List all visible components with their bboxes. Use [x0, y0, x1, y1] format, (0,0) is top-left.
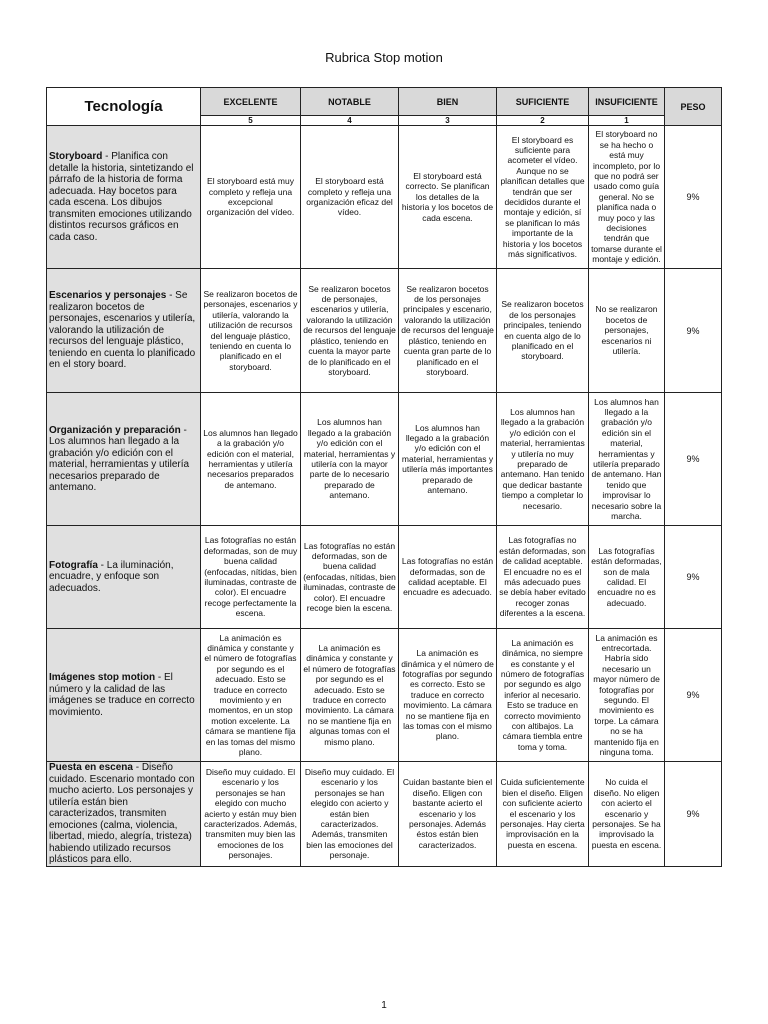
level-cell: El storyboard es suficiente para acometer el vídeo. Aunque no se planifican detalles que tendrán que ser decididos durante el montaje y edición, sí se planifican lo más importante de la historia y los bocetos más significativos.	[497, 126, 589, 269]
score-3: 3	[399, 116, 497, 126]
level-cell: Los alumnos han llegado a la grabación y/o edición sin el material, herramientas y utilería preparado de antemano. Han tenido que improvisar lo necesario sobre la marcha.	[589, 393, 665, 526]
criterion-cell	[47, 126, 201, 269]
level-cell: Los alumnos han llegado a la grabación y/o edición con el material, herramientas y utilería con la mayor parte de lo necesario preparado de antemano.	[301, 393, 399, 526]
weight-cell: 9%	[665, 762, 722, 867]
table-row	[47, 526, 722, 629]
criterion-description: - Los alumnos han llegado a la grabación y/o edición con el material, herramientas y utilería necesarios preparado de antemano.	[49, 424, 190, 493]
level-cell: La animación es dinámica y el número de fotografías por segundo es correcto. Esto se traduce en correcto movimiento. La cámara no se mantiene fija en las tomas con el mismo plano.	[399, 629, 497, 762]
criteria-header: Tecnología	[47, 88, 201, 126]
weight-cell: 9%	[665, 126, 722, 269]
rubric-table	[46, 87, 722, 867]
level-cell: Los alumnos han llegado a la grabación y/o edición con el material, herramientas y utilería más importantes preparado de antemano.	[399, 393, 497, 526]
level-cell: Las fotografías no están deformadas, son de buena calidad (enfocadas, nítidas, bien iluminadas, contraste de color). El encuadre recoge bien la escena.	[301, 526, 399, 629]
criterion-cell	[47, 526, 201, 629]
level-cell: El storyboard está correcto. Se planifican los detalles de la historia y los bocetos de cada escena.	[399, 126, 497, 269]
level-cell: Se realizaron bocetos de personajes, escenarios y utilería, valorando la utilización de recursos del lenguaje plástico, teniendo en cuenta lo planificado en el storyboard.	[201, 269, 301, 393]
criterion-description: - Planifica con detalle la historia, sintetizando el párrafo de la historia de forma adecuada. Hay bocetos para cada escena. Los dibujos transmiten emociones utilizando distintos recursos gráficos en cada caso.	[49, 151, 194, 243]
score-1: 1	[589, 116, 665, 126]
level-cell: El storyboard está muy completo y refleja una excepcional organización del vídeo.	[201, 126, 301, 269]
criterion-description: - La iluminación, encuadre, y enfoque son adecuados.	[49, 559, 174, 594]
level-cell: La animación es dinámica, no siempre es constante y el número de fotografías por segundo es algo inferior al necesario. Esto se traduce en correcto movimiento con altibajos. La cámara tiembla entre toma y toma.	[497, 629, 589, 762]
level-cell: Las fotografías no están deformadas, son de calidad aceptable. El encuadre es adecuado.	[399, 526, 497, 629]
level-header-suficiente: SUFICIENTE	[497, 88, 589, 116]
level-cell: No cuida el diseño. No eligen con acierto el escenario y personajes. Se ha improvisado la puesta en escena.	[589, 762, 665, 867]
level-header-insuficiente: INSUFICIENTE	[589, 88, 665, 116]
weight-cell: 9%	[665, 526, 722, 629]
table-row	[47, 126, 722, 269]
level-cell: Los alumnos han llegado a la grabación y/o edición con el material, herramientas y utilería necesarios preparados de antemano.	[201, 393, 301, 526]
criterion-name: Imágenes stop motion	[49, 672, 156, 683]
weight-cell: 9%	[665, 269, 722, 393]
criterion-name: Puesta en escena	[49, 762, 133, 773]
table-row	[47, 762, 722, 867]
criterion-description: - Diseño cuidado. Escenario montado con mucho acierto. Los personajes y utilería están bien caracterizados, transmiten emociones (calma, violencia, libertad, miedo, alegría, tristeza) habiendo utilizado recursos plásticos para ello.	[49, 762, 195, 865]
score-5: 5	[201, 116, 301, 126]
criterion-cell	[47, 269, 201, 393]
level-header-notable: NOTABLE	[301, 88, 399, 116]
score-4: 4	[301, 116, 399, 126]
criterion-cell	[47, 393, 201, 526]
weight-cell: 9%	[665, 393, 722, 526]
criterion-name: Storyboard	[49, 151, 103, 162]
level-cell: No se realizaron bocetos de personajes, escenarios ni utilería.	[589, 269, 665, 393]
level-cell: Las fotografías no están deformadas, son de muy buena calidad (enfocadas, nítidas, bien iluminadas, contraste de color). El encuadre recoge perfectamente la escena.	[201, 526, 301, 629]
level-header-excelente: EXCELENTE	[201, 88, 301, 116]
level-cell: Cuida suficientemente bien el diseño. Eligen con suficiente acierto el escenario y los personajes. Hay cierta improvisación en la puesta en escena.	[497, 762, 589, 867]
criterion-description: - Se realizaron bocetos de personajes, escenarios y utilería, valorando la utilización de recursos del lenguaje plástico, teniendo en cuenta lo planificado en el story board.	[49, 290, 196, 371]
level-cell: Se realizaron bocetos de personajes, escenarios y utilería, valorando la utilización de recursos del lenguaje plástico, teniendo en cuenta la mayor parte de lo planificado en el storyboard.	[301, 269, 399, 393]
level-cell: Los alumnos han llegado a la grabación y/o edición con el material, herramientas y utilería no muy preparado de antemano. Han tenido que dedicar bastante tiempo a completar lo necesario.	[497, 393, 589, 526]
level-cell: El storyboard no se ha hecho o está muy incompleto, por lo que no podrá ser usado como guía general. No se planifica nada o muy poco y las decisiones tendrán que tomarse durante el montaje y edición.	[589, 126, 665, 269]
table-row	[47, 269, 722, 393]
header-row	[47, 88, 722, 116]
table-row	[47, 393, 722, 526]
criterion-name: Escenarios y personajes	[49, 290, 167, 302]
document-title: Rubrica Stop motion	[325, 50, 443, 65]
level-header-bien: BIEN	[399, 88, 497, 116]
weight-cell: 9%	[665, 629, 722, 762]
level-cell: Las fotografías no están deformadas, son de calidad aceptable. El encuadre no es el más adecuado pues se debía haber evitado recoger zonas diferentes a la escena.	[497, 526, 589, 629]
criterion-name: Fotografía	[49, 559, 98, 571]
level-cell: Se realizaron bocetos de los personajes principales, teniendo en cuenta algo de lo planificado en el storyboard.	[497, 269, 589, 393]
page-number: 1	[381, 1000, 387, 1011]
level-cell: Se realizaron bocetos de los personajes principales y escenario, valorando la utilización de recursos del lenguaje plástico, teniendo en cuenta gran parte de lo planificado en el storyboard.	[399, 269, 497, 393]
level-cell: Diseño muy cuidado. El escenario y los personajes se han elegido con acierto y están bien caracterizados. Además, transmiten bien las emociones del personaje.	[301, 762, 399, 867]
criterion-description: - El número y la calidad de las imágenes se traduce en correcto movimiento.	[49, 672, 195, 718]
level-cell: La animación es dinámica y constante y el número de fotografías por segundo es el adecuado. Esto se traduce en correcto movimiento. La cámara no se mantiene fija en algunas tomas con el mismo plano.	[301, 629, 399, 762]
level-cell: Cuidan bastante bien el diseño. Eligen con bastante acierto el escenario y los personajes. Además éstos están bien caracterizados.	[399, 762, 497, 867]
score-2: 2	[497, 116, 589, 126]
criterion-cell	[47, 629, 201, 762]
level-cell: Las fotografías están deformadas, son de mala calidad. El encuadre no es adecuado.	[589, 526, 665, 629]
level-cell: El storyboard está completo y refleja una organización eficaz del vídeo.	[301, 126, 399, 269]
table-row	[47, 629, 722, 762]
criterion-cell	[47, 762, 201, 867]
level-cell: La animación es dinámica y constante y el número de fotografías por segundo es el adecuado. Esto se traduce en correcto movimiento y en momentos, en un stop motion excelente. La cámara se mantiene fija en las tomas del mismo plano.	[201, 629, 301, 762]
weight-header: PESO	[665, 88, 722, 126]
criterion-name: Organización y preparación	[49, 424, 181, 436]
level-cell: La animación es entrecortada. Habría sido necesario un mayor número de fotografías por segundo. El movimiento es torpe. La cámara no se ha mantenido fija en ninguna toma.	[589, 629, 665, 762]
level-cell: Diseño muy cuidado. El escenario y los personajes se han elegido con mucho acierto y están muy bien caracterizados. Además, transmiten muy bien las emociones de los personajes.	[201, 762, 301, 867]
